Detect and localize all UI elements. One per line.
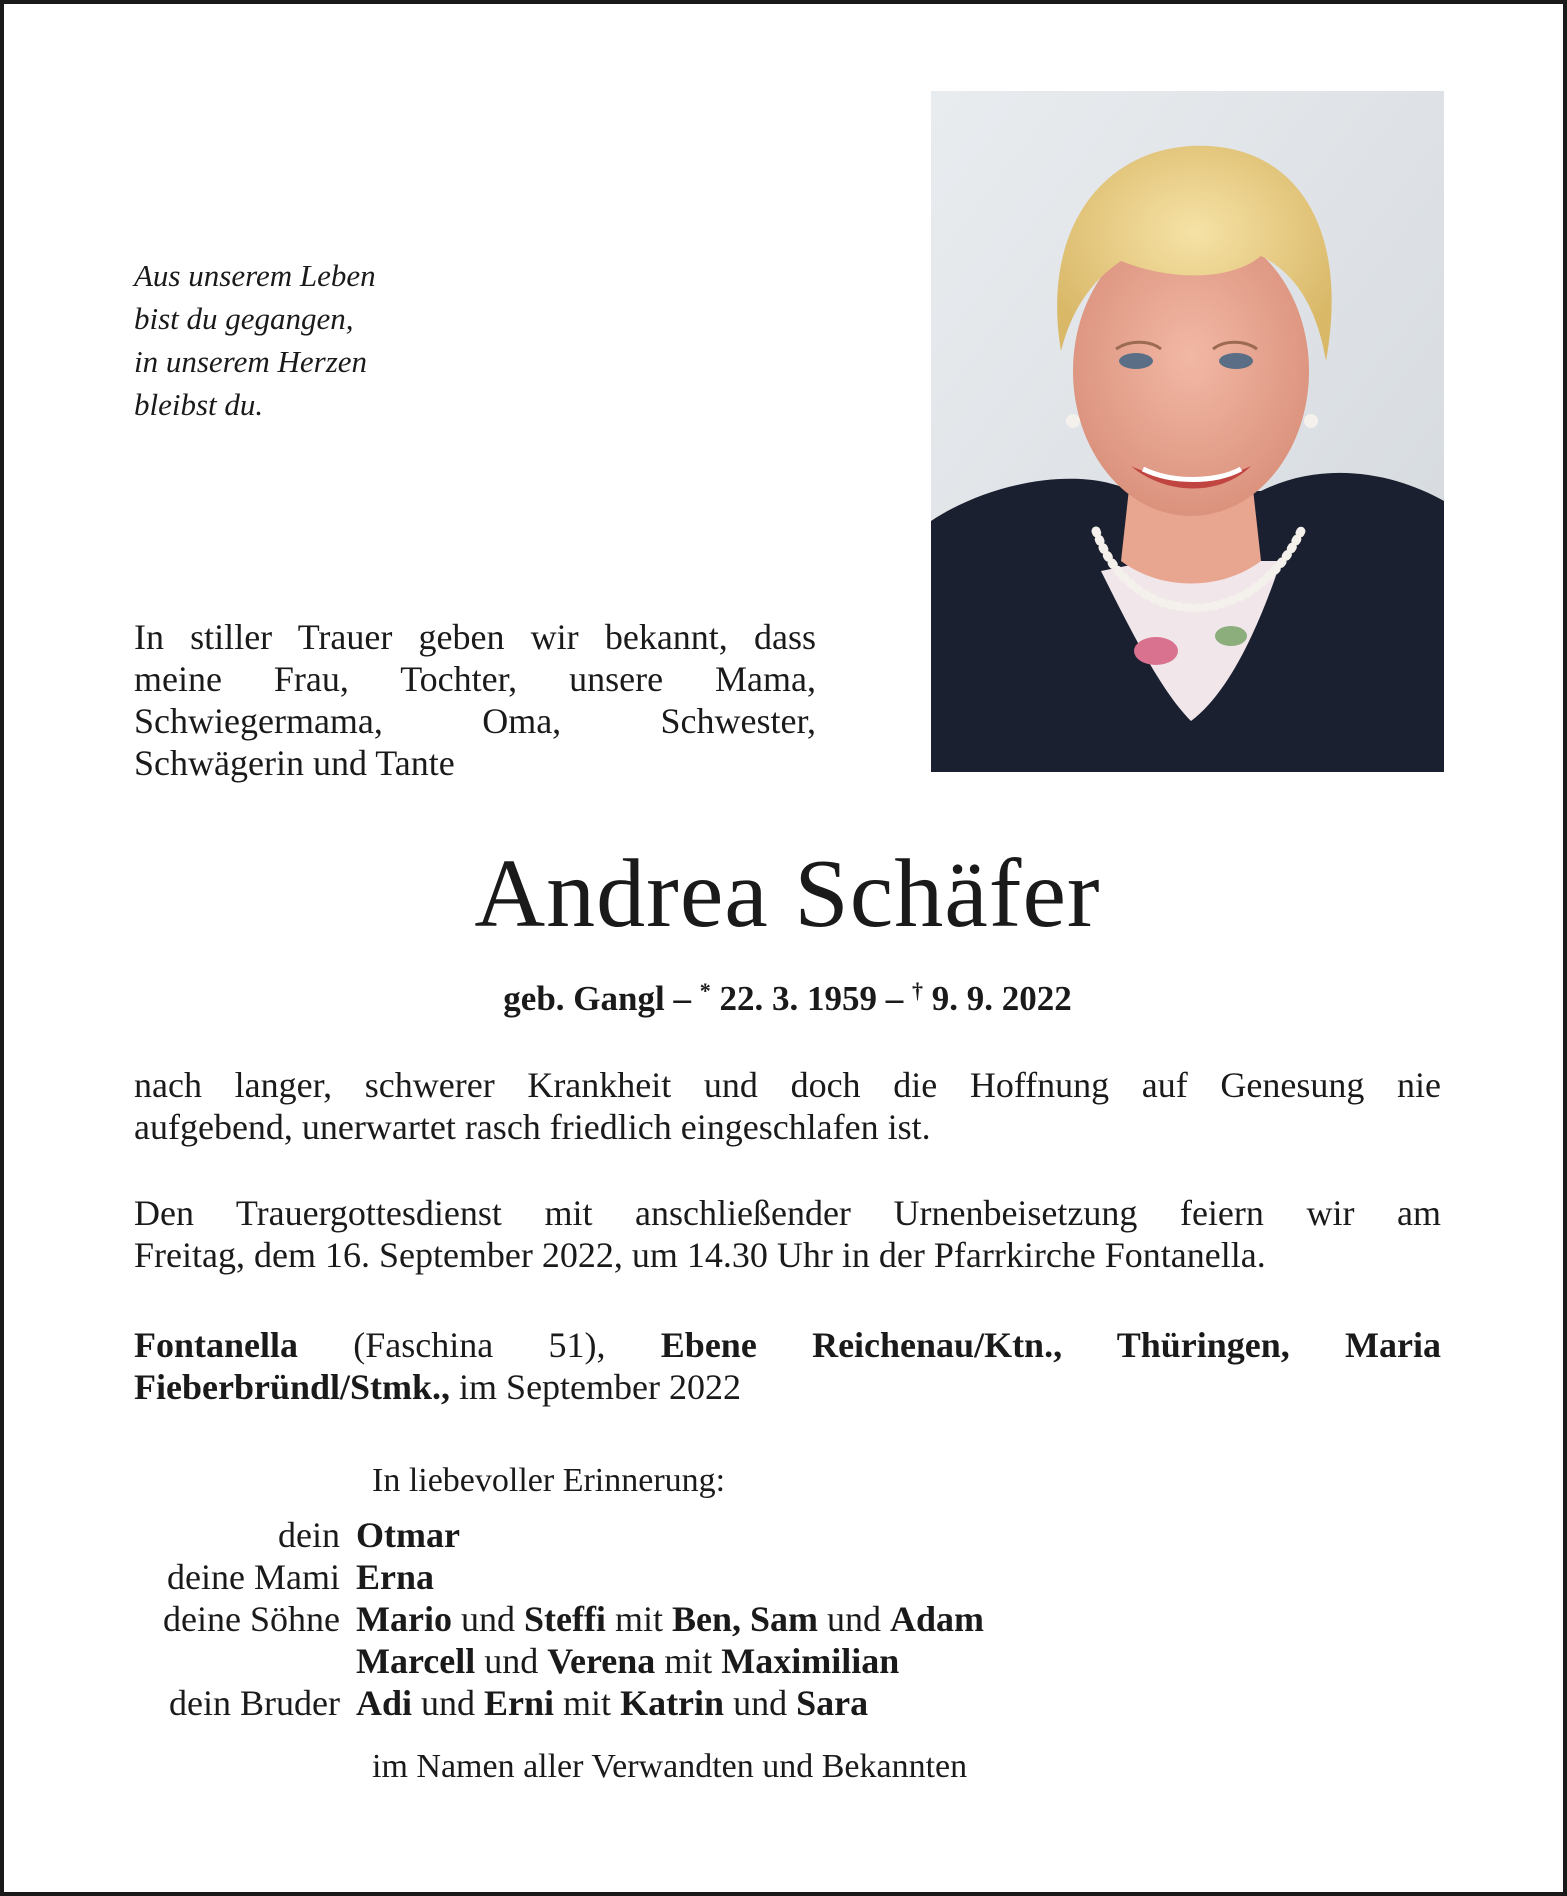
family-row: [104, 1682, 1204, 1724]
family-member: Ben, Sam: [671, 1599, 818, 1639]
connector: mit: [605, 1599, 672, 1639]
poem-line: Aus unserem Leben: [134, 258, 376, 293]
relation-label: deine Mami: [167, 1557, 340, 1597]
family-member: Otmar: [356, 1515, 460, 1555]
poem-line: bist du gegangen,: [134, 301, 354, 336]
family-names: [356, 1598, 984, 1640]
portrait-photo: [931, 91, 1444, 772]
connector: mit: [554, 1683, 621, 1723]
connector: und: [475, 1641, 548, 1681]
family-names: [356, 1640, 899, 1682]
paragraph-line: [134, 1366, 1441, 1408]
birth-date: 22. 3. 1959 –: [710, 979, 912, 1018]
paragraph-line: nach langer, schwerer Krankheit und doch die Hoffnung auf Genesung nie: [134, 1065, 1441, 1105]
family-names: [356, 1682, 868, 1724]
family-member: Marcell: [356, 1641, 476, 1681]
intro-line: Schwiegermama, Oma, Schwester,: [134, 701, 816, 741]
place-date: im September 2022: [450, 1367, 741, 1407]
relation-label: [104, 1640, 356, 1682]
relation-label: dein: [278, 1515, 340, 1555]
closing-line: im Namen aller Verwandten und Bekannten: [372, 1748, 968, 1785]
relation-label: dein Bruder: [169, 1683, 340, 1723]
family-member: Erna: [356, 1557, 435, 1597]
intro-line: meine Frau, Tochter, unsere Mama,: [134, 659, 816, 699]
remembrance-heading: In liebevoller Erinnerung:: [372, 1462, 726, 1499]
family-member: Mario: [356, 1599, 452, 1639]
family-member: Verena: [547, 1641, 656, 1681]
family-member: Sara: [796, 1683, 869, 1723]
deceased-name: Andrea Schäfer: [474, 840, 1101, 948]
locations: Ebene Reichenau/Ktn., Thüringen, Maria: [660, 1325, 1441, 1365]
locations: Fieberbründl/Stmk.,: [134, 1367, 451, 1407]
town-name: Fontanella: [134, 1325, 299, 1365]
connector: mit: [655, 1641, 722, 1681]
paragraph-line: [134, 1324, 1441, 1366]
birth-symbol: *: [699, 978, 711, 1003]
relation-label: deine Söhne: [163, 1599, 340, 1639]
service-paragraph: [134, 1192, 1441, 1276]
place-date-paragraph: [134, 1324, 1441, 1408]
connector: und: [412, 1683, 485, 1723]
family-member: Erni: [484, 1683, 555, 1723]
family-row: [104, 1556, 1204, 1598]
family-member: Steffi: [523, 1599, 606, 1639]
connector: und: [724, 1683, 797, 1723]
memorial-poem: [134, 254, 376, 426]
family-row: [104, 1640, 1204, 1682]
family-row: [104, 1598, 1204, 1640]
family-member: Katrin: [620, 1683, 725, 1723]
intro-line: Schwägerin und Tante: [134, 743, 455, 783]
poem-line: bleibst du.: [134, 387, 264, 422]
paragraph-line: Freitag, dem 16. September 2022, um 14.30 Uhr in der Pfarrkirche Fontanella.: [134, 1235, 1266, 1275]
maiden-name: geb. Gangl –: [503, 979, 700, 1018]
intro-line: In stiller Trauer geben wir bekannt, dass: [134, 617, 816, 657]
address: (Faschina 51),: [298, 1325, 661, 1365]
family-names: [356, 1514, 460, 1556]
family-names: [356, 1556, 434, 1598]
death-date: 9. 9. 2022: [922, 979, 1072, 1018]
connector: und: [817, 1599, 890, 1639]
announcement-intro: [134, 616, 816, 784]
family-row: [104, 1514, 1204, 1556]
death-symbol: †: [911, 978, 923, 1003]
connector: und: [451, 1599, 524, 1639]
passing-paragraph: [134, 1064, 1441, 1148]
family-member: Adam: [889, 1599, 984, 1639]
life-dates: [4, 969, 1567, 1021]
paragraph-line: aufgebend, unerwartet rasch friedlich eingeschlafen ist.: [134, 1107, 931, 1147]
family-list: [104, 1514, 1204, 1724]
paragraph-line: Den Trauergottesdienst mit anschließender Urnenbeisetzung feiern wir am: [134, 1193, 1441, 1233]
family-member: Maximilian: [721, 1641, 900, 1681]
poem-line: in unserem Herzen: [134, 344, 368, 379]
family-member: Adi: [356, 1683, 413, 1723]
